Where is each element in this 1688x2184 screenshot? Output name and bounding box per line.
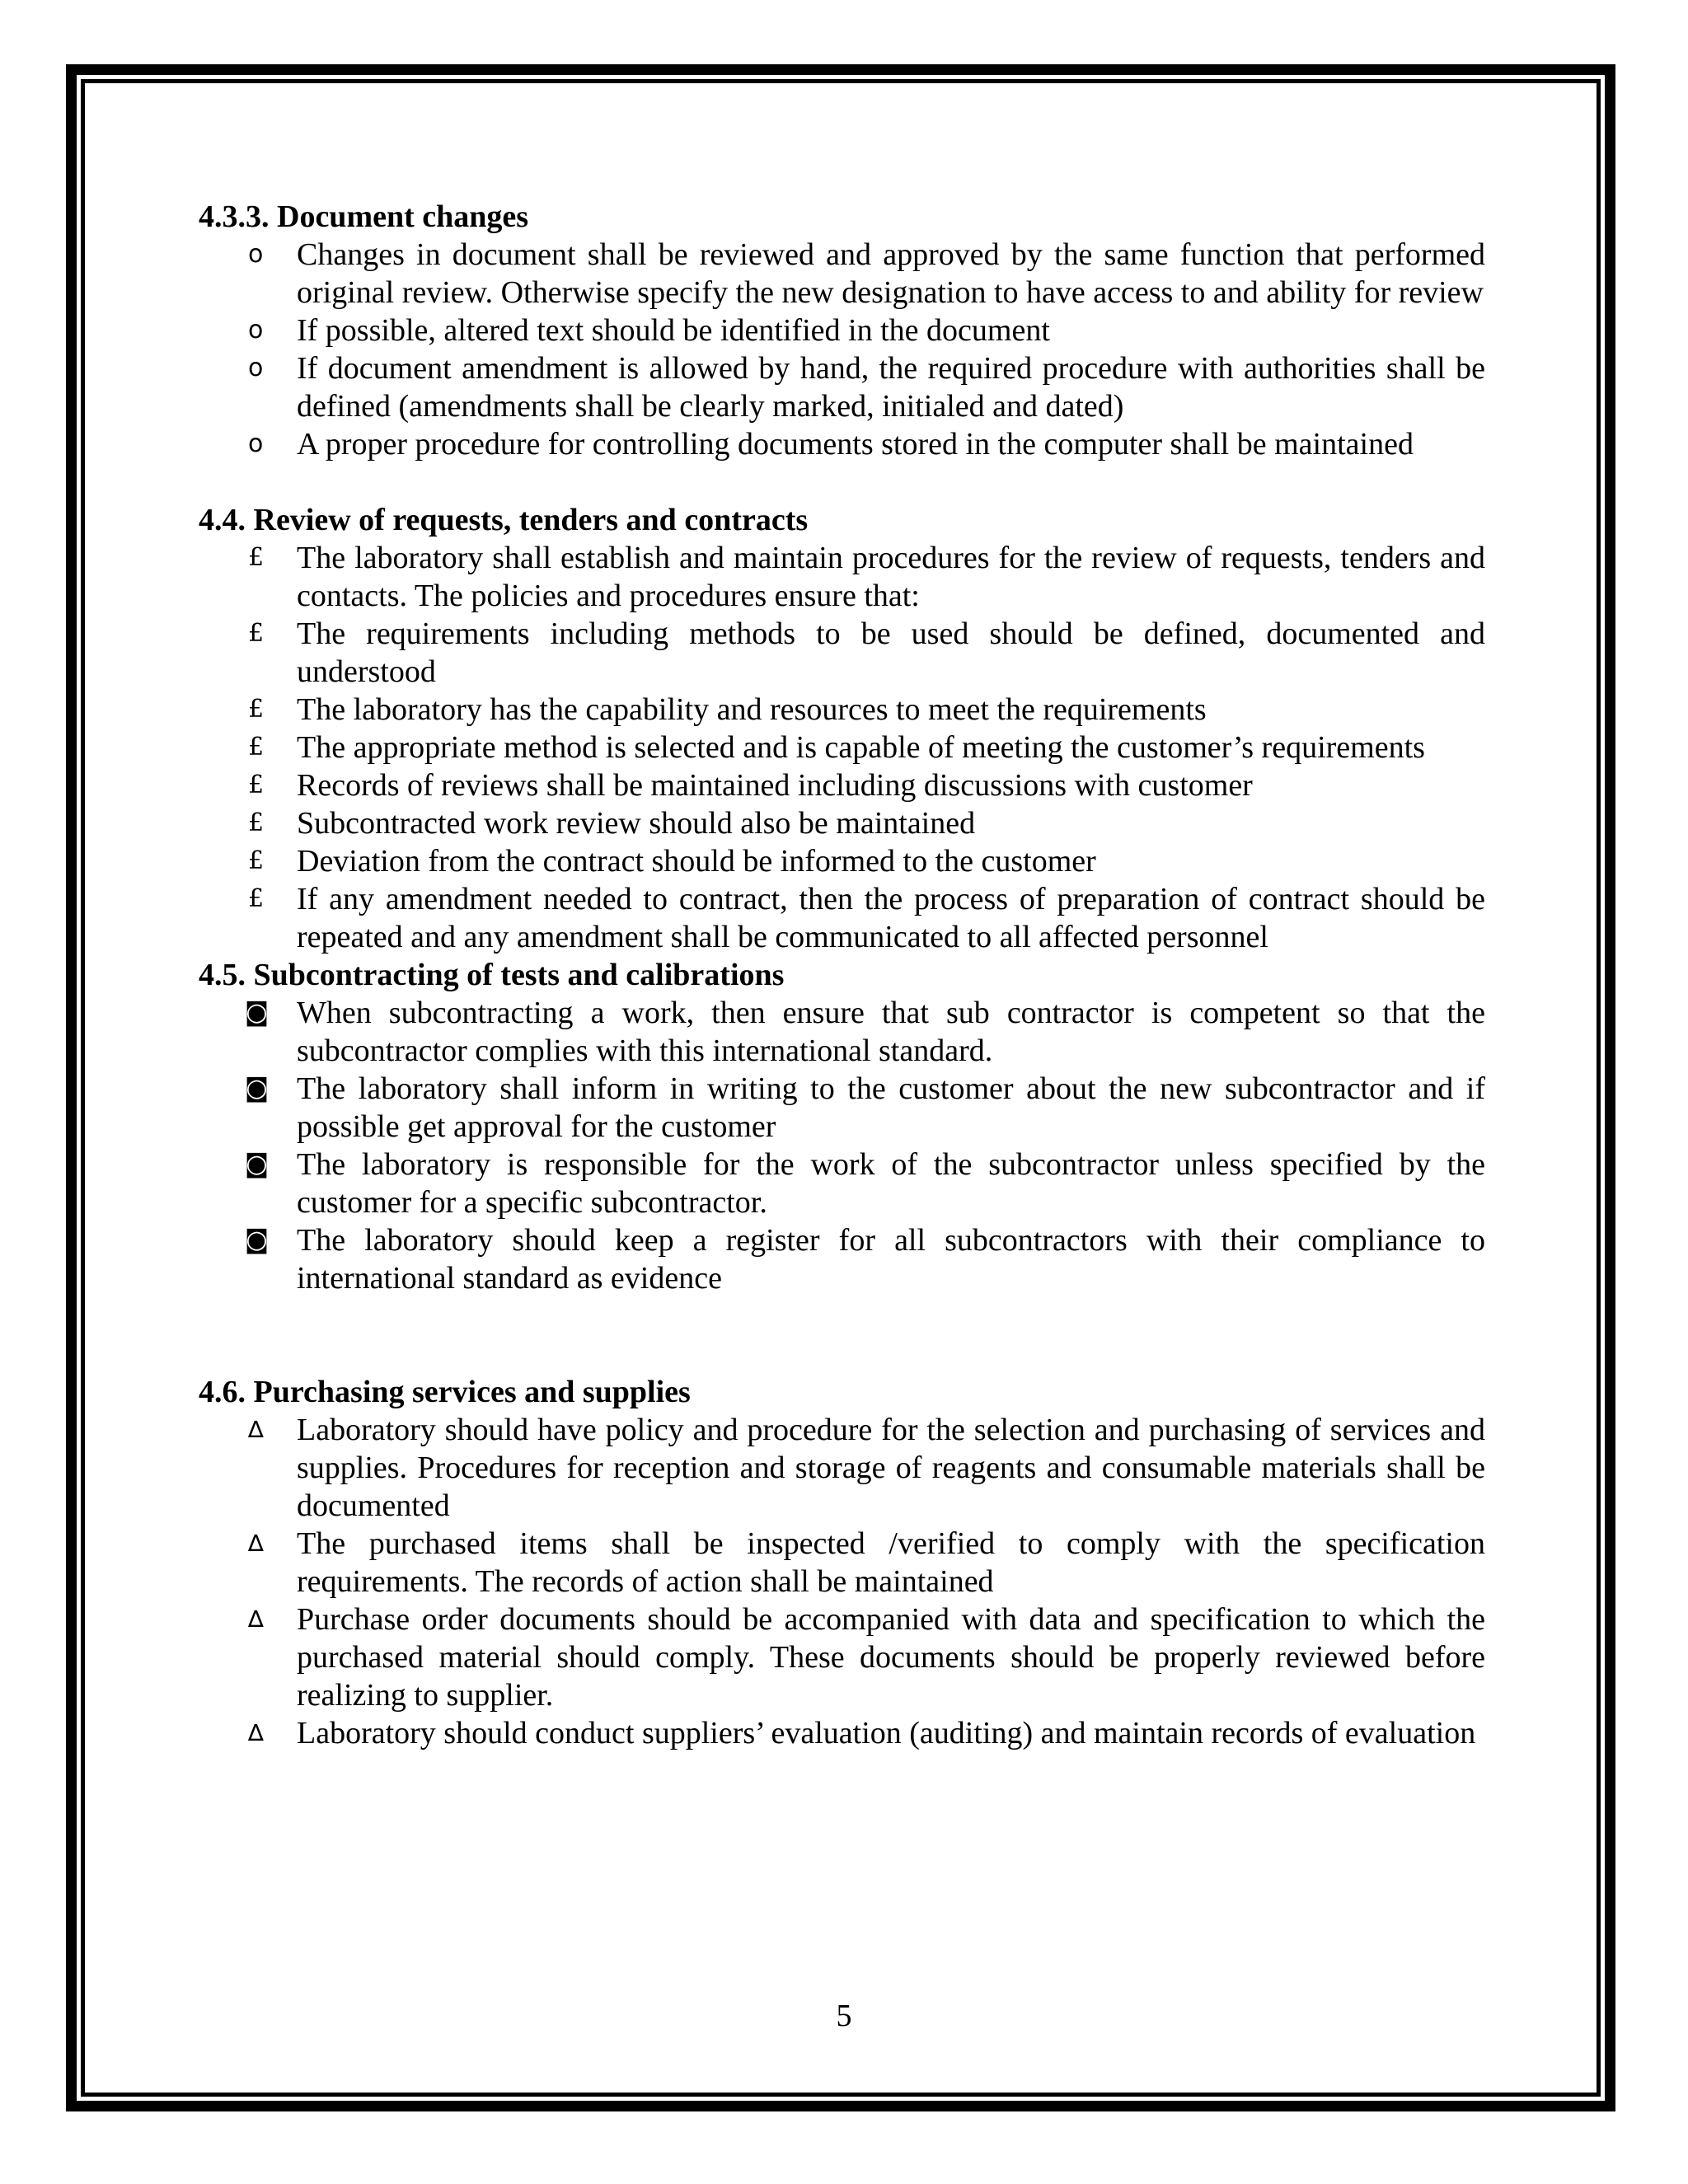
pound-bullet-icon: £ (248, 733, 265, 762)
triangle-bullet-icon: ∆ (248, 1416, 264, 1443)
circle-bullet-icon: o (248, 316, 264, 344)
pound-bullet-icon: £ (248, 884, 265, 913)
document-body (199, 198, 1485, 1752)
inverse-circle-bullet-icon: ◙ (245, 1226, 270, 1254)
section-heading: 4.5. Subcontracting of tests and calibrations (199, 958, 785, 992)
section-subcontracting (199, 956, 1485, 1297)
list-item (199, 615, 1485, 691)
list-item-text: Purchase order documents should be accompanied with data and specification to which the purchased material should comply. These documents should be properly reviewed before realizing to supplier. (297, 1602, 1485, 1713)
list-item-text: Records of reviews shall be maintained including discussions with customer (297, 768, 1253, 803)
list-item (199, 691, 1485, 729)
bullet-list (199, 539, 1485, 956)
list-item (199, 425, 1485, 463)
pound-bullet-icon: £ (248, 543, 265, 572)
bullet-list (199, 236, 1485, 463)
bullet-list (199, 1411, 1485, 1752)
list-item (199, 994, 1485, 1070)
list-item-text: The laboratory shall inform in writing to the customer about the new subcontractor and if possible get approval for the customer (297, 1071, 1485, 1144)
list-item-text: Deviation from the contract should be informed to the customer (297, 844, 1096, 879)
circle-bullet-icon: o (248, 429, 264, 458)
list-item-text: The laboratory shall establish and maintain procedures for the review of requests, tenders and contacts. The policies and procedures ensure that: (297, 541, 1485, 613)
section-purchasing (199, 1373, 1485, 1752)
circle-bullet-icon: o (248, 240, 264, 269)
list-item-text: When subcontracting a work, then ensure that sub contractor is competent so that the subcontractor complies with this international standard. (297, 996, 1485, 1068)
inverse-circle-bullet-icon: ◙ (245, 1074, 270, 1103)
list-item (199, 349, 1485, 425)
list-item (199, 880, 1485, 956)
list-item-text: A proper procedure for controlling documents stored in the computer shall be maintained (297, 427, 1414, 462)
list-item-text: Subcontracted work review should also be maintained (297, 806, 976, 841)
list-item-text: The laboratory should keep a register for all subcontractors with their compliance to international standard as evidence (297, 1223, 1485, 1296)
pound-bullet-icon: £ (248, 619, 265, 648)
pound-bullet-icon: £ (248, 808, 265, 837)
list-item-text: The appropriate method is selected and is capable of meeting the customer’s requirements (297, 730, 1425, 765)
list-item-text: The laboratory has the capability and resources to meet the requirements (297, 692, 1207, 727)
section-heading: 4.3.3. Document changes (199, 199, 529, 234)
list-item-text: Laboratory should conduct suppliers’ evaluation (auditing) and maintain records of evaluation (297, 1716, 1476, 1750)
pound-bullet-icon: £ (248, 695, 265, 724)
inverse-circle-bullet-icon: ◙ (245, 998, 270, 1027)
pound-bullet-icon: £ (248, 771, 265, 799)
section-heading: 4.4. Review of requests, tenders and contracts (199, 503, 809, 537)
list-item (199, 1525, 1485, 1601)
list-item (199, 539, 1485, 615)
list-item-text: The requirements including methods to be used should be defined, documented and understood (297, 616, 1485, 689)
list-item-text: If any amendment needed to contract, then the process of preparation of contract should be repeated and any amendment shall be communicated to all affected personnel (297, 882, 1485, 954)
section-review-of-requests (199, 501, 1485, 956)
list-item-text: Laboratory should have policy and procedure for the selection and purchasing of services and supplies. Procedures for reception and storage of reagents and consumable materials shall be documented (297, 1413, 1485, 1523)
pound-bullet-icon: £ (248, 846, 265, 875)
list-item (199, 1601, 1485, 1714)
triangle-bullet-icon: ∆ (248, 1719, 264, 1746)
list-item-text: The laboratory is responsible for the work of the subcontractor unless specified by the customer for a specific subcontractor. (297, 1147, 1485, 1220)
inverse-circle-bullet-icon: ◙ (245, 1150, 270, 1179)
list-item (199, 804, 1485, 842)
list-item (199, 1411, 1485, 1525)
section-heading: 4.6. Purchasing services and supplies (199, 1375, 691, 1409)
list-item (199, 766, 1485, 804)
list-item (199, 236, 1485, 312)
list-item-text: Changes in document shall be reviewed and approved by the same function that performed original review. Otherwise specify the new designation to have access to and ability for review (297, 237, 1485, 310)
section-document-changes (199, 198, 1485, 463)
list-item-text: If document amendment is allowed by hand, the required procedure with authorities shall be defined (amendments shall be clearly marked, initialed and dated) (297, 351, 1485, 424)
list-item (199, 842, 1485, 880)
list-item (199, 1714, 1485, 1752)
circle-bullet-icon: o (248, 354, 264, 382)
page-number: 5 (836, 1999, 852, 2033)
spacer (199, 463, 1485, 501)
spacer (199, 1297, 1485, 1373)
list-item (199, 1146, 1485, 1221)
list-item-text: The purchased items shall be inspected /verified to comply with the specification requirements. The records of action shall be maintained (297, 1526, 1485, 1599)
list-item (199, 1070, 1485, 1146)
triangle-bullet-icon: ∆ (248, 1605, 264, 1633)
list-item (199, 1221, 1485, 1297)
bullet-list (199, 994, 1485, 1297)
list-item (199, 729, 1485, 766)
triangle-bullet-icon: ∆ (248, 1530, 264, 1557)
list-item (199, 312, 1485, 349)
list-item-text: If possible, altered text should be identified in the document (297, 313, 1050, 348)
